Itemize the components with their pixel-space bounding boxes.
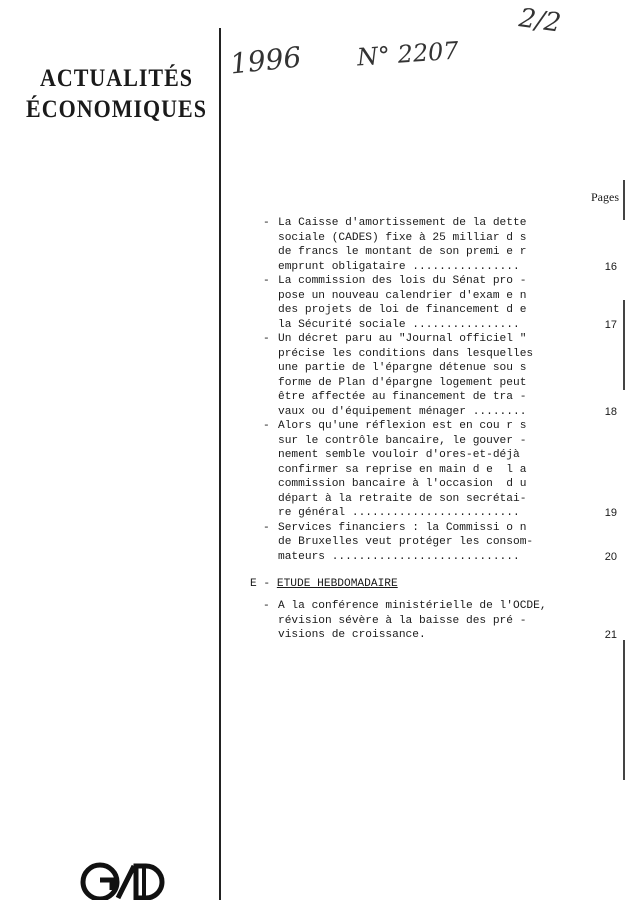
page-number: 20 [604,550,617,563]
masthead-line-2: ÉCONOMIQUES [26,94,207,123]
contents-entry [260,216,545,274]
entry-text-line: La Caisse d'amortissement de la dette [278,217,527,229]
entry-text-line: Services financiers : la Commissi o n [278,521,527,534]
section-prefix: E - [250,578,277,590]
page-number: 18 [604,405,617,418]
entry-text-line: La commission des lois du Sénat pro - [278,275,527,287]
entry-text-line: la Sécurité sociale ................ [278,318,520,331]
masthead-title [24,62,209,124]
entry-text-line: forme de Plan d'épargne logement peut [278,376,527,389]
entry-text-line: Un décret paru au "Journal officiel " [278,333,527,345]
contents-entry [260,274,545,332]
page-number: 19 [604,507,617,519]
entry-text-line: révision sévère à la baisse des pré - [278,614,527,627]
contents-list [260,216,545,564]
entry-text-line: une partie de l'épargne détenue sou s [278,362,527,374]
entry-text-line: Alors qu'une réflexion est en cou r s [278,420,527,432]
entry-dash: - [263,521,270,534]
contents-entry [260,521,545,565]
page-number: 21 [604,629,617,641]
entry-dash: - [263,600,270,612]
entry-text-line: sur le contrôle bancaire, le gouver - [278,434,527,447]
contents-entry [260,332,545,419]
contents-entry [260,599,560,643]
pages-column-header: Pages [591,190,619,204]
entry-text-line: nement semble vouloir d'ores-et-déjà [278,449,520,461]
masthead-line-1: ACTUALITÉS [39,63,194,92]
entry-text-line: précise les conditions dans lesquelles [278,347,534,360]
entry-text-line: re général ......................... [278,507,520,519]
vertical-divider [219,28,221,900]
entry-text-line: vaux ou d'équipement ménager ........ [278,405,527,418]
entry-text-line: de francs le montant de son premi e r [278,246,527,258]
entry-text-line: de Bruxelles veut protéger les consom- [278,536,534,548]
page-number: 16 [604,260,617,273]
section-heading [250,578,398,590]
entry-dash: - [263,333,270,345]
entry-text-line: visions de croissance. [278,629,426,641]
entry-dash: - [263,217,270,229]
entry-text-line: A la conférence ministérielle de l'OCDE, [278,600,547,612]
entry-text-line: être affectée au financement de tra - [278,391,527,403]
handwritten-issue-number: N° 2207 [356,36,460,72]
gd-logo-icon [78,856,173,900]
entry-text-line: commission bancaire à l'occasion d u [278,478,527,490]
entry-text-line: pose un nouveau calendrier d'exam e n [278,289,527,302]
entry-text-line: sociale (CADES) fixe à 25 milliar d s [278,231,527,244]
entry-dash: - [263,420,270,432]
handwritten-year: 1996 [228,40,303,81]
entry-text-line: des projets de loi de financement d e [278,304,527,316]
entry-text-line: confirmer sa reprise en main d e l a [278,463,527,476]
study-entry [260,599,560,643]
page-number: 17 [604,318,617,331]
entry-text-line: mateurs ............................ [278,550,520,563]
entry-text-line: emprunt obligataire ................ [278,260,520,273]
section-title: ETUDE HEBDOMADAIRE [276,578,398,590]
entry-text-line: départ à la retraite de son secrétai- [278,492,527,505]
contents-entry [260,419,545,521]
entry-dash: - [263,275,270,287]
handwritten-fraction: 2/2 [517,3,563,39]
